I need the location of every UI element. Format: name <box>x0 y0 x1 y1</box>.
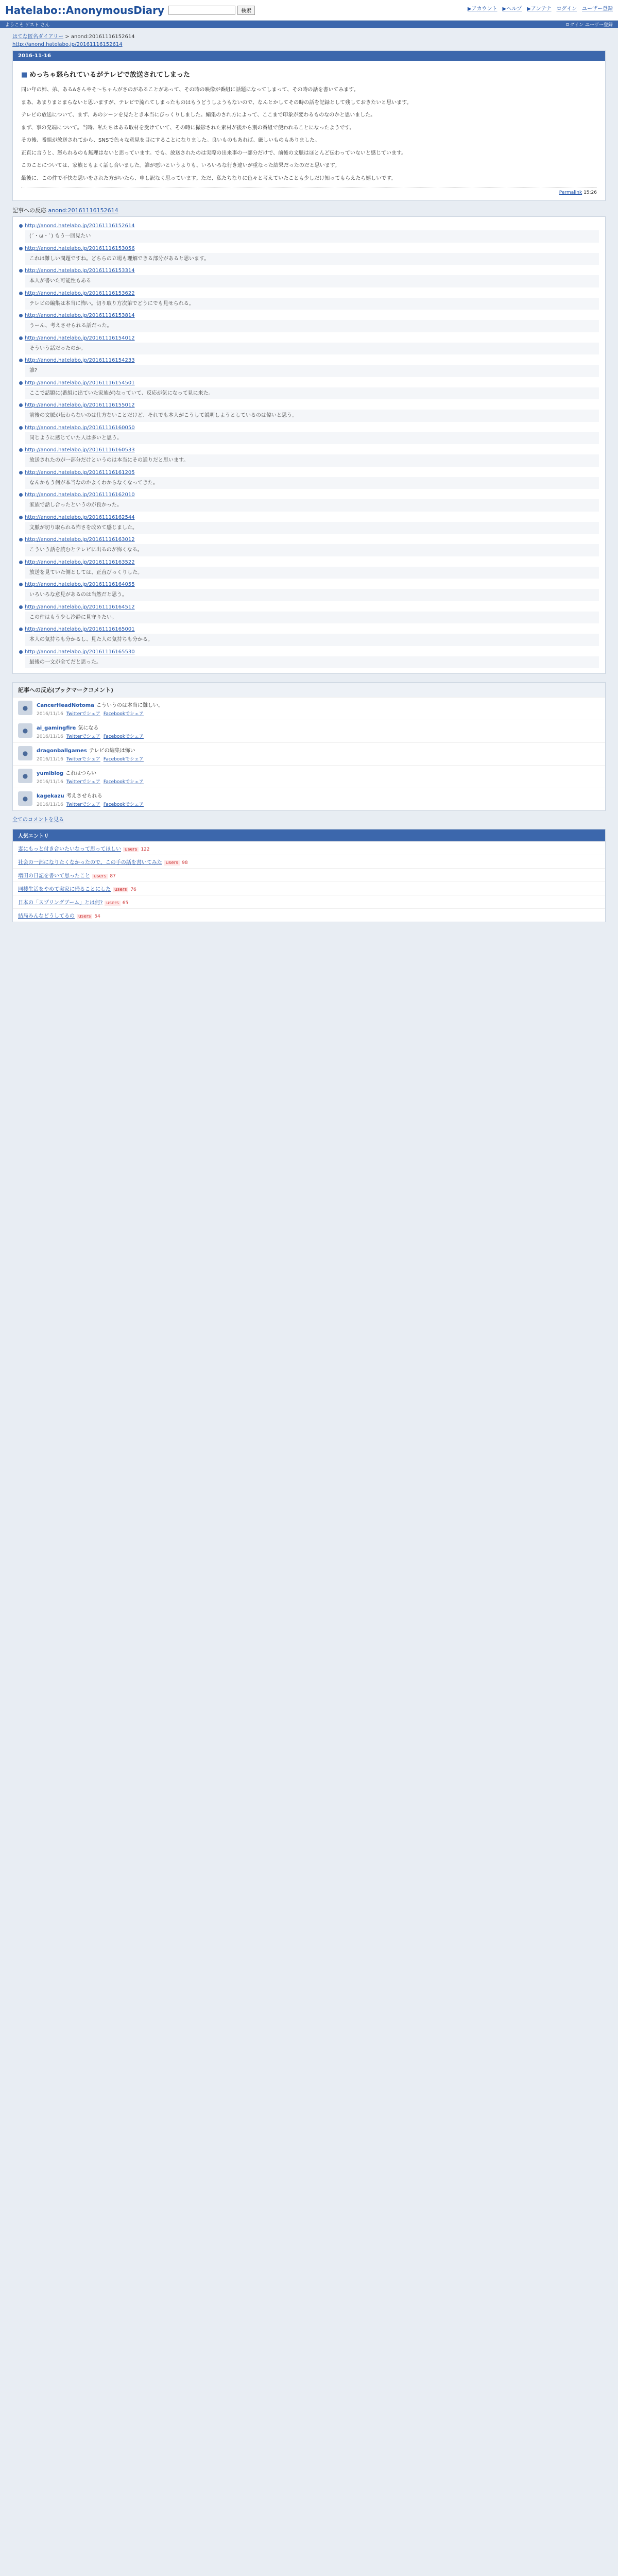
popular-title: 人気エントリ <box>13 829 605 841</box>
users-count: 54 <box>94 914 100 919</box>
entry-container <box>12 50 606 201</box>
reply-link[interactable]: http://anond.hatelabo.jp/20161116152614 <box>25 223 135 229</box>
bullet-icon <box>19 269 23 273</box>
popular-link[interactable]: 同棲生活をやめて実家に帰ることにした <box>18 887 111 892</box>
reply-anchor <box>19 313 599 318</box>
permalink[interactable]: Permalink <box>559 190 582 195</box>
reply-anchor <box>19 515 599 520</box>
bookmark-top <box>37 769 144 776</box>
reply-link[interactable]: http://anond.hatelabo.jp/20161116164512 <box>25 604 135 610</box>
bullet-icon <box>19 471 23 474</box>
avatar[interactable]: ● <box>18 746 32 760</box>
square-icon: ■ <box>21 71 28 79</box>
share-link[interactable]: Twitterでシェア <box>66 734 100 739</box>
bookmark-meta <box>37 733 144 739</box>
reply-anchor <box>19 626 599 632</box>
bookmark-content <box>37 769 144 785</box>
share-link[interactable]: Twitterでシェア <box>66 779 100 785</box>
bookmark-user[interactable]: dragonballgames <box>37 748 87 754</box>
users-count: 87 <box>110 874 116 879</box>
bookmark-content <box>37 791 144 807</box>
users-badge: users <box>123 847 139 852</box>
bookmark-item <box>13 765 605 788</box>
users-count: 122 <box>141 847 150 852</box>
reply-link[interactable]: http://anond.hatelabo.jp/20161116162010 <box>25 492 135 498</box>
bookmark-text: こういうのは本当に難しい。 <box>96 703 163 708</box>
reply-anchor <box>19 223 599 229</box>
bookmark-user[interactable]: CancerHeadNotoma <box>37 703 94 708</box>
search-input[interactable] <box>168 6 235 15</box>
welcome-text: ようこそ ゲスト さん <box>5 22 50 28</box>
replies-title: 記事への反応 <box>12 207 46 214</box>
users-badge: users <box>105 901 120 906</box>
reply-item <box>19 358 599 377</box>
reply-excerpt: 同じように感じていた人は多いと思う。 <box>25 432 599 445</box>
share-link[interactable]: Twitterでシェア <box>66 757 100 762</box>
reply-link[interactable]: http://anond.hatelabo.jp/20161116153622 <box>25 290 135 296</box>
bookmark-date: 2016/11/16 <box>37 711 63 717</box>
reply-item <box>19 515 599 534</box>
users-count: 65 <box>122 901 129 906</box>
bookmark-meta <box>37 801 144 807</box>
bullet-icon <box>19 381 23 385</box>
bookmark-items <box>13 697 605 810</box>
reply-link[interactable]: http://anond.hatelabo.jp/20161116154501 <box>25 380 135 386</box>
reply-excerpt: 最後の一文が全てだと思った。 <box>25 656 599 669</box>
reply-item <box>19 560 599 579</box>
popular-link[interactable]: 社会の一部になりたくなかったので、この手の話を書いてみた <box>18 860 162 866</box>
reply-excerpt: テレビの編集は本当に怖い。切り取り方次第でどうにでも見せられる。 <box>25 298 599 310</box>
bookmark-top <box>37 723 144 731</box>
reply-excerpt: 本人が書いた可能性もある <box>25 275 599 287</box>
reply-anchor <box>19 268 599 274</box>
bookmark-meta <box>37 755 144 762</box>
users-count: 98 <box>182 860 188 866</box>
header-links <box>468 4 613 12</box>
reply-anchor <box>19 582 599 587</box>
search-button[interactable]: 検索 <box>237 6 255 15</box>
entry-paragraph: テレビの放送について、まず、あのシーンを見たとき本当にびっくりしました。編集のされ方によって、ここまで印象が変わるものなのかと思いました。 <box>21 112 376 118</box>
entry-title <box>21 69 597 79</box>
reply-item <box>19 268 599 287</box>
reply-anchor <box>19 560 599 565</box>
reply-item <box>19 380 599 400</box>
reply-excerpt: これは難しい問題ですね。どちらの立場も理解できる部分があると思います。 <box>25 253 599 265</box>
breadcrumb-separator: > <box>63 34 71 40</box>
bookmark-item <box>13 720 605 742</box>
reply-excerpt: ここで話題に(番組に出ていた家族が)なっていて、反応が気になって見に来た。 <box>25 387 599 400</box>
bookmark-date: 2016/11/16 <box>37 779 63 785</box>
reply-excerpt: (´・ω・`) もう一回見たい <box>25 230 599 243</box>
popular-items <box>13 841 605 922</box>
breadcrumb-site[interactable]: はてな匿名ダイアリー <box>12 34 64 40</box>
site-header <box>0 0 618 21</box>
bookmark-user[interactable]: ai_gamingfire <box>37 725 76 731</box>
bullet-icon <box>19 292 23 295</box>
avatar[interactable]: ● <box>18 791 32 806</box>
replies-list <box>12 216 606 674</box>
post-time: 15:26 <box>583 190 597 195</box>
popular-entries <box>12 829 606 922</box>
entry-url-row <box>0 42 618 50</box>
bullet-icon <box>19 583 23 586</box>
entry <box>13 61 605 200</box>
reply-item <box>19 335 599 355</box>
bookmark-user[interactable]: yumiblog <box>37 771 64 776</box>
bookmark-user[interactable]: kagekazu <box>37 793 64 799</box>
breadcrumb-page: anond:20161116152614 <box>71 34 135 40</box>
entry-title-text: めっちゃ怒られているがテレビで放送されてしまった <box>29 71 190 79</box>
reply-item <box>19 649 599 669</box>
bullet-icon <box>19 493 23 497</box>
bullet-icon <box>19 314 23 317</box>
reply-excerpt: 誰? <box>25 365 599 377</box>
bookmark-item <box>13 697 605 720</box>
reply-item <box>19 447 599 467</box>
reply-excerpt: そういう話だったのか。 <box>25 343 599 355</box>
search-box <box>168 6 255 15</box>
reply-excerpt: 前後の文脈が伝わらないのは仕方ないことだけど、それでも本人がこうして説明しようとしているのは偉いと思う。 <box>25 410 599 422</box>
site-logo[interactable]: Hatelabo::AnonymousDiary <box>5 4 165 16</box>
reply-excerpt: うーん、考えさせられる話だった。 <box>25 320 599 332</box>
popular-link[interactable]: 結局みんなどうしてるの <box>18 913 75 919</box>
entry-paragraph: 正直に言うと、怒られるのも無理はないと思っています。でも、放送されたのは実際の出来事の一部分だけで、前後の文脈はほとんど伝わっていないと感じています。 <box>21 150 407 156</box>
register-link[interactable]: ユーザー登録 <box>582 6 613 12</box>
bookmark-item <box>13 788 605 810</box>
popular-item <box>13 882 605 895</box>
reply-link[interactable]: http://anond.hatelabo.jp/20161116163522 <box>25 559 135 565</box>
reply-link[interactable]: http://anond.hatelabo.jp/20161116160050 <box>25 425 135 431</box>
bullet-icon <box>19 359 23 362</box>
bookmark-content <box>37 723 144 739</box>
share-link[interactable]: Twitterでシェア <box>66 802 100 807</box>
reply-anchor <box>19 425 599 431</box>
reply-link[interactable]: http://anond.hatelabo.jp/20161116165001 <box>25 626 135 632</box>
reply-item <box>19 223 599 243</box>
bookmark-text: 考えさせられる <box>66 793 102 799</box>
reply-item <box>19 425 599 445</box>
bookmark-content <box>37 746 144 762</box>
bullet-icon <box>19 336 23 340</box>
reply-link[interactable]: http://anond.hatelabo.jp/20161116153814 <box>25 313 135 318</box>
reply-excerpt: この件はもう少し冷静に見守りたい。 <box>25 612 599 624</box>
entry-footer <box>21 187 597 195</box>
entry-paragraph: まず、事の発端について。当時、私たちはある取材を受けていて、その時に撮影された素材が後から別の番組で使われることになったようです。 <box>21 125 355 131</box>
reply-item <box>19 402 599 422</box>
login-link[interactable]: ログイン <box>556 6 577 12</box>
reply-excerpt: 放送されたのが一部分だけというのは本当にその通りだと思います。 <box>25 454 599 467</box>
reply-link[interactable]: http://anond.hatelabo.jp/20161116164055 <box>25 582 135 587</box>
reply-item <box>19 604 599 624</box>
popular-item <box>13 855 605 868</box>
entry-paragraph: このことについては、家族ともよく話し合いました。誰が悪いというよりも、いろいろな行き違いが重なった結果だったのだと思います。 <box>21 163 340 168</box>
bullet-icon <box>19 426 23 430</box>
reply-item <box>19 626 599 646</box>
bookmark-top <box>37 701 163 708</box>
reply-item <box>19 537 599 556</box>
reply-item <box>19 291 599 310</box>
popular-link[interactable]: 妻にもっと付き合いたいなって思ってほしい <box>18 846 121 852</box>
more-comments <box>0 811 618 827</box>
bullet-icon <box>19 403 23 407</box>
reply-link[interactable]: http://anond.hatelabo.jp/20161116155012 <box>25 402 135 408</box>
reply-link[interactable]: http://anond.hatelabo.jp/20161116163012 <box>25 537 135 543</box>
reply-excerpt: 放送を見ていた側としては、正直びっくりした。 <box>25 567 599 579</box>
subbar-right[interactable]: ログイン ユーザー登録 <box>565 22 613 28</box>
reply-excerpt: なんかもう何が本当なのかよくわからなくなってきた。 <box>25 477 599 489</box>
bookmark-title: 記事への反応(ブックマークコメント) <box>13 683 605 697</box>
reply-anchor <box>19 447 599 453</box>
reply-link[interactable]: http://anond.hatelabo.jp/20161116161205 <box>25 469 135 476</box>
sub-bar <box>0 21 618 28</box>
popular-link[interactable]: 日本の「スプリングブーム」とは何? <box>18 900 103 906</box>
bullet-icon <box>19 538 23 541</box>
reply-link[interactable]: http://anond.hatelabo.jp/20161116162544 <box>25 514 135 520</box>
bookmark-comments <box>12 682 606 811</box>
bookmark-text: これはつらい <box>65 771 97 776</box>
reply-item <box>19 492 599 512</box>
reply-anchor <box>19 402 599 408</box>
bookmark-item <box>13 742 605 765</box>
share-link[interactable]: Facebookでシェア <box>103 779 144 785</box>
entry-paragraph: 最後に、この件で不快な思いをされた方がいたら、申し訳なく思っています。ただ、私たちなりに色々と考えていたことも少しだけ知ってもらえたら嬉しいです。 <box>21 175 397 181</box>
replies-header <box>0 201 618 216</box>
reply-anchor <box>19 380 599 386</box>
account-link[interactable]: ▶アカウント <box>467 6 497 12</box>
share-link[interactable]: Facebookでシェア <box>103 757 144 762</box>
entry-url[interactable]: http://anond.hatelabo.jp/20161116152614 <box>12 42 123 47</box>
bookmark-date: 2016/11/16 <box>37 734 63 739</box>
reply-anchor <box>19 291 599 296</box>
help-link[interactable]: ▶ヘルプ <box>502 6 522 12</box>
share-link[interactable]: Facebookでシェア <box>103 802 144 807</box>
bookmark-date: 2016/11/16 <box>37 757 63 762</box>
bullet-icon <box>19 628 23 631</box>
bookmark-meta <box>37 778 144 785</box>
avatar[interactable]: ● <box>18 769 32 783</box>
reply-excerpt: 家族で話し合ったというのが良かった。 <box>25 499 599 512</box>
bookmark-text: テレビの編集は怖い <box>89 748 135 754</box>
more-comments-link[interactable]: 全てのコメントを見る <box>12 817 64 823</box>
reply-anchor <box>19 358 599 363</box>
users-badge: users <box>113 887 128 892</box>
bookmark-top <box>37 791 144 799</box>
users-count: 76 <box>130 887 136 892</box>
bookmark-meta <box>37 710 163 717</box>
users-badge: users <box>77 914 92 919</box>
popular-item <box>13 908 605 922</box>
bullet-icon <box>19 247 23 250</box>
popular-link[interactable]: 増田の日記を書いて思ったこと <box>18 873 90 879</box>
bullet-icon <box>19 224 23 228</box>
bookmark-text: 気になる <box>78 725 99 731</box>
entry-date: 2016-11-16 <box>13 51 605 61</box>
bullet-icon <box>19 650 23 654</box>
entry-paragraph: 同い年の姉、弟、あるAさんやそ〜ちゃんがさのがあることがあって、その時の映像が番組に話題になってしまって、その時の話を書いてみます。 <box>21 87 359 93</box>
entry-paragraph: その後、番組が放送されてから、SNSで色々な意見を目にすることになりました。良いものもあれば、厳しいものもありました。 <box>21 138 320 143</box>
reply-link[interactable]: http://anond.hatelabo.jp/20161116154233 <box>25 358 135 363</box>
entry-body <box>21 86 597 182</box>
popular-item <box>13 841 605 855</box>
reply-anchor <box>19 537 599 543</box>
share-link[interactable]: Facebookでシェア <box>103 711 144 717</box>
reply-link[interactable]: http://anond.hatelabo.jp/20161116165530 <box>25 649 135 655</box>
reply-anchor <box>19 492 599 498</box>
reply-item <box>19 582 599 601</box>
reply-excerpt: いろいろな意見があるのは当然だと思う。 <box>25 589 599 601</box>
reply-anchor <box>19 649 599 655</box>
bookmark-date: 2016/11/16 <box>37 802 63 807</box>
reply-anchor <box>19 335 599 341</box>
bullet-icon <box>19 561 23 564</box>
reply-anchor <box>19 604 599 610</box>
share-link[interactable]: Twitterでシェア <box>66 711 100 717</box>
reply-excerpt: 本人の気持ちも分かるし、見た人の気持ちも分かる。 <box>25 634 599 646</box>
reply-item <box>19 470 599 489</box>
breadcrumb <box>0 28 618 42</box>
reply-item <box>19 313 599 332</box>
entry-paragraph: まあ、あまりまとまらないと思いますが、テレビで流れてしまったものはもうどうしようもないので、なんとかしてその時の話を記録として残しておきたいと思います。 <box>21 99 412 106</box>
bookmark-top <box>37 746 144 754</box>
popular-item <box>13 868 605 882</box>
bookmark-content <box>37 701 163 717</box>
users-badge: users <box>164 860 180 866</box>
replies-anchor[interactable]: anond:20161116152614 <box>48 207 118 214</box>
bullet-icon <box>19 448 23 452</box>
avatar[interactable]: ● <box>18 701 32 715</box>
reply-link[interactable]: http://anond.hatelabo.jp/20161116153314 <box>25 268 135 274</box>
reply-link[interactable]: http://anond.hatelabo.jp/20161116160533 <box>25 447 135 453</box>
reply-link[interactable]: http://anond.hatelabo.jp/20161116153056 <box>25 245 135 251</box>
reply-anchor <box>19 470 599 476</box>
reply-link[interactable]: http://anond.hatelabo.jp/20161116154012 <box>25 335 135 341</box>
reply-excerpt: こういう話を読むとテレビに出るのが怖くなる。 <box>25 544 599 556</box>
reply-anchor <box>19 246 599 251</box>
popular-item <box>13 895 605 908</box>
antenna-link[interactable]: ▶アンテナ <box>527 6 552 12</box>
share-link[interactable]: Facebookでシェア <box>103 734 144 739</box>
reply-excerpt: 文脈が切り取られる怖さを改めて感じました。 <box>25 522 599 534</box>
avatar[interactable]: ● <box>18 723 32 738</box>
reply-item <box>19 246 599 265</box>
bullet-icon <box>19 516 23 519</box>
bullet-icon <box>19 605 23 609</box>
users-badge: users <box>92 874 108 879</box>
